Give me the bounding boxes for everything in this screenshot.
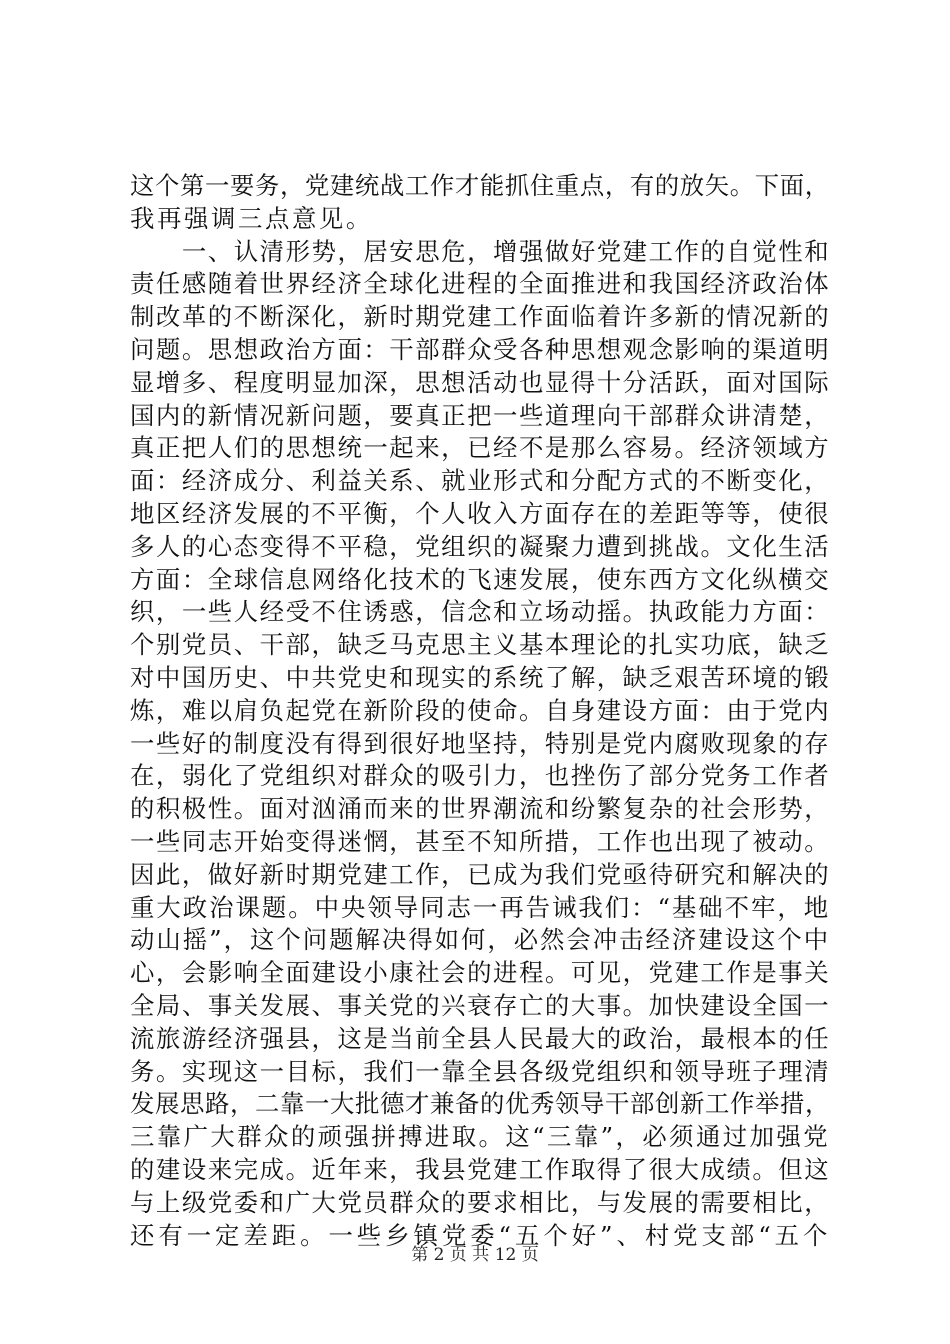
text-line: 一些同志开始变得迷惘，甚至不知所措，工作也出现了被动。: [130, 826, 830, 856]
text-line: 三靠广大群众的顽强拼搏进取。这“三靠”，必须通过加强党: [130, 1122, 830, 1152]
text-line: 多人的心态变得不平稳，党组织的凝聚力遭到挑战。文化生活: [130, 531, 830, 561]
text-line: 在，弱化了党组织对群众的吸引力，也挫伤了部分党务工作者: [130, 761, 830, 791]
text-line: 方面：全球信息网络化技术的飞速发展，使东西方文化纵横交: [130, 564, 830, 594]
text-line: 一些好的制度没有得到很好地坚持，特别是党内腐败现象的存: [130, 728, 830, 758]
text-line: 责任感随着世界经济全球化进程的全面推进和我国经济政治体: [130, 269, 830, 299]
text-line: 动山摇”，这个问题解决得如何，必然会冲击经济建设这个中: [130, 925, 830, 955]
text-line: 务。实现这一目标，我们一靠全县各级党组织和领导班子理清: [130, 1056, 830, 1086]
text-line: 织，一些人经受不住诱惑，信念和立场动摇。执政能力方面：: [130, 597, 830, 627]
text-line: 的积极性。面对汹涌而来的世界潮流和纷繁复杂的社会形势，: [130, 794, 830, 824]
text-line: 制改革的不断深化，新时期党建工作面临着许多新的情况新的: [130, 302, 830, 332]
text-line: 对中国历史、中共党史和现实的系统了解，缺乏艰苦环境的锻: [130, 662, 830, 692]
text-line: 地区经济发展的不平衡，个人收入方面存在的差距等等，使很: [130, 498, 830, 528]
text-line: 因此，做好新时期党建工作，已成为我们党亟待研究和解决的: [130, 859, 830, 889]
text-line: 重大政治课题。中央领导同志一再告诫我们：“基础不牢，地: [130, 892, 830, 922]
body-text: [130, 170, 830, 1252]
text-line: 炼，难以肩负起党在新阶段的使命。自身建设方面：由于党内: [130, 695, 830, 725]
text-line: 面：经济成分、利益关系、就业形式和分配方式的不断变化，: [130, 466, 830, 496]
text-line: 还有一定差距。一些乡镇党委“五个好”、村党支部“五个: [130, 1220, 830, 1250]
text-line: 国内的新情况新问题，要真正把一些道理向干部群众讲清楚，: [130, 400, 830, 430]
text-line: 我再强调三点意见。: [130, 203, 373, 233]
page-number-footer: 第 2 页 共 12 页: [411, 1245, 539, 1265]
text-line: 全局、事关发展、事关党的兴衰存亡的大事。加快建设全国一: [130, 990, 830, 1020]
text-line: 与上级党委和广大党员群众的要求相比，与发展的需要相比，: [130, 1187, 830, 1217]
text-line: 发展思路，二靠一大批德才兼备的优秀领导干部创新工作举措，: [130, 1089, 830, 1119]
text-line: 真正把人们的思想统一起来，已经不是那么容易。经济领域方: [130, 433, 830, 463]
text-line: 流旅游经济强县，这是当前全县人民最大的政治，最根本的任: [130, 1023, 830, 1053]
text-line: 个别党员、干部，缺乏马克思主义基本理论的扎实功底，缺乏: [130, 630, 830, 660]
text-line: 这个第一要务，党建统战工作才能抓住重点，有的放矢。下面，: [130, 171, 830, 200]
text-line: 问题。思想政治方面：干部群众受各种思想观念影响的渠道明: [130, 334, 830, 364]
text-line: 心，会影响全面建设小康社会的进程。可见，党建工作是事关: [130, 958, 830, 988]
text-line: 的建设来完成。近年来，我县党建工作取得了很大成绩。但这: [130, 1154, 830, 1184]
text-line: 显增多、程度明显加深，思想活动也显得十分活跃，面对国际: [130, 367, 830, 397]
text-line: 一、认清形势，居安思危，增强做好党建工作的自觉性和: [130, 236, 830, 266]
